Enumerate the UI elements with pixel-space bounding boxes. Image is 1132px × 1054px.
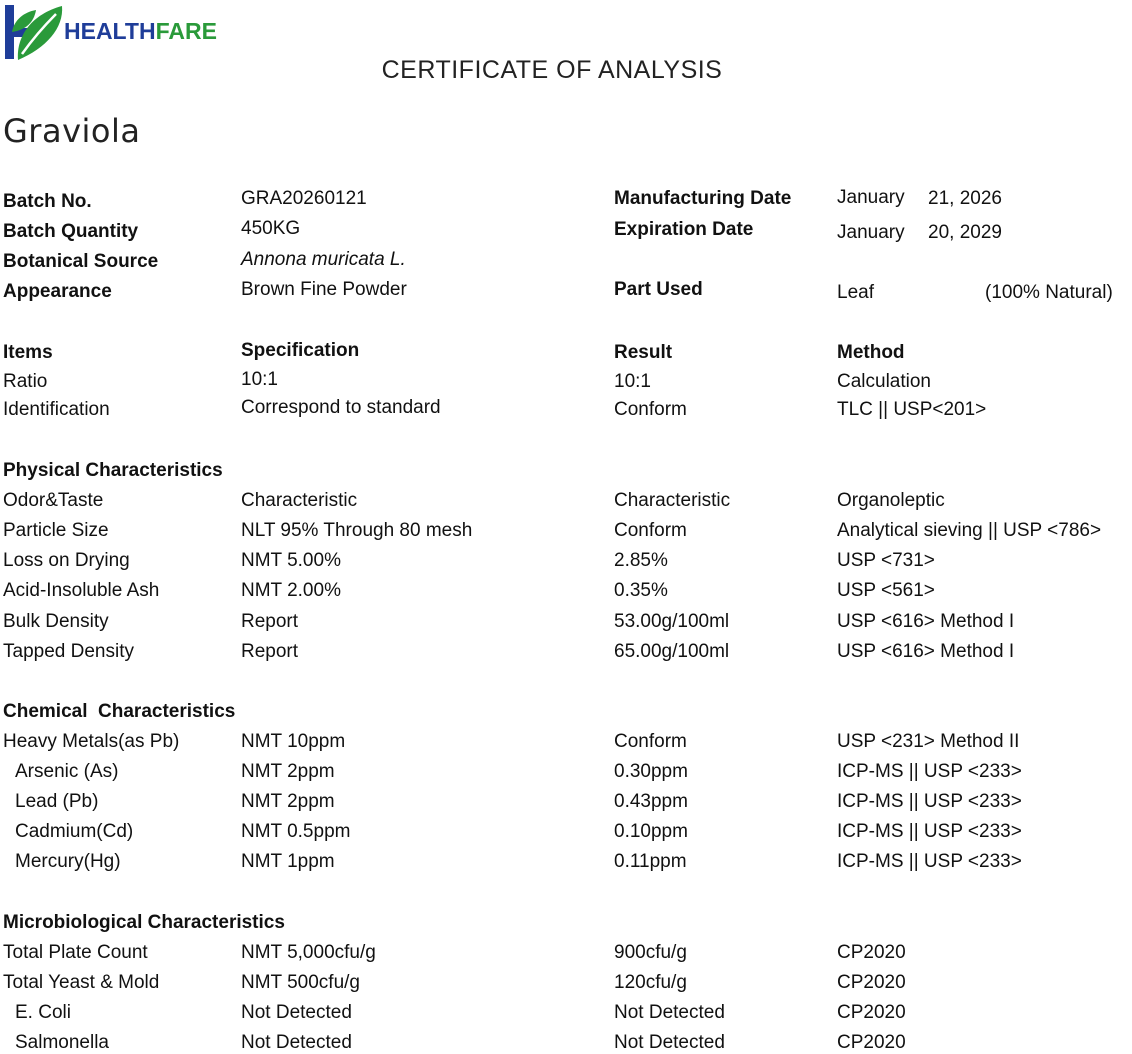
header-result: Result: [614, 342, 673, 363]
row-loss-spec: NMT 5.00%: [241, 550, 341, 571]
row-arsenic-method: ICP-MS || USP <233>: [837, 761, 1022, 782]
row-particle-result: Conform: [614, 520, 687, 541]
row-identification-spec: Correspond to standard: [241, 397, 441, 418]
row-yeast-mold-result: 120cfu/g: [614, 972, 687, 993]
healthfare-logo: [4, 2, 217, 62]
row-heavy-metals-item: Heavy Metals(as Pb): [3, 731, 180, 752]
row-arsenic-result: 0.30ppm: [614, 761, 688, 782]
row-ecoli-result: Not Detected: [614, 1002, 725, 1023]
row-yeast-mold-spec: NMT 500cfu/g: [241, 972, 360, 993]
row-yeast-mold-method: CP2020: [837, 972, 906, 993]
row-identification-item: Identification: [3, 399, 110, 420]
row-mercury-method: ICP-MS || USP <233>: [837, 851, 1022, 872]
expiration-day-year: 20, 2029: [928, 222, 1002, 243]
manufacturing-date-label: Manufacturing Date: [614, 188, 792, 209]
row-yeast-mold-item: Total Yeast & Mold: [3, 972, 160, 993]
manufacturing-month: January: [837, 187, 905, 208]
batch-no-value: GRA20260121: [241, 188, 367, 209]
batch-no-label: Batch No.: [3, 191, 92, 212]
manufacturing-day-year: 21, 2026: [928, 188, 1002, 209]
row-plate-count-item: Total Plate Count: [3, 942, 148, 963]
brand-name-part2: FARE: [155, 18, 217, 44]
row-particle-method: Analytical sieving || USP <786>: [837, 520, 1102, 541]
batch-quantity-label: Batch Quantity: [3, 221, 139, 242]
row-odor-spec: Characteristic: [241, 490, 358, 511]
row-bulk-item: Bulk Density: [3, 611, 109, 632]
brand-name-part1: HEALTH: [64, 18, 156, 44]
row-cadmium-spec: NMT 0.5ppm: [241, 821, 351, 842]
part-used-note: (100% Natural): [985, 282, 1113, 303]
batch-quantity-value: 450KG: [241, 218, 301, 239]
row-ratio-method: Calculation: [837, 371, 931, 392]
row-ash-result: 0.35%: [614, 580, 668, 601]
row-salmonella-result: Not Detected: [614, 1032, 725, 1053]
section-physical-title: Physical Characteristics: [3, 460, 223, 481]
row-heavy-metals-result: Conform: [614, 731, 687, 752]
part-used-label: Part Used: [614, 279, 703, 300]
row-cadmium-result: 0.10ppm: [614, 821, 688, 842]
row-odor-item: Odor&Taste: [3, 490, 104, 511]
row-tapped-item: Tapped Density: [3, 641, 134, 662]
row-lead-spec: NMT 2ppm: [241, 791, 335, 812]
row-identification-result: Conform: [614, 399, 687, 420]
row-plate-count-method: CP2020: [837, 942, 906, 963]
row-ratio-result: 10:1: [614, 371, 651, 392]
row-mercury-spec: NMT 1ppm: [241, 851, 335, 872]
section-micro-title: Microbiological Characteristics: [3, 912, 285, 933]
botanical-source-label: Botanical Source: [3, 251, 159, 272]
header-method: Method: [837, 342, 905, 363]
brand-name: [64, 18, 217, 45]
row-lead-item: Lead (Pb): [15, 791, 99, 812]
row-tapped-spec: Report: [241, 641, 299, 662]
row-tapped-result: 65.00g/100ml: [614, 641, 730, 662]
row-loss-result: 2.85%: [614, 550, 668, 571]
row-loss-item: Loss on Drying: [3, 550, 130, 571]
row-odor-result: Characteristic: [614, 490, 731, 511]
row-odor-method: Organoleptic: [837, 490, 945, 511]
row-tapped-method: USP <616> Method I: [837, 641, 1015, 662]
row-bulk-method: USP <616> Method I: [837, 611, 1015, 632]
row-bulk-result: 53.00g/100ml: [614, 611, 730, 632]
leaf-logo-icon: [4, 2, 66, 62]
row-plate-count-spec: NMT 5,000cfu/g: [241, 942, 376, 963]
row-lead-result: 0.43ppm: [614, 791, 688, 812]
row-cadmium-item: Cadmium(Cd): [15, 821, 134, 842]
appearance-value: Brown Fine Powder: [241, 279, 407, 300]
row-arsenic-item: Arsenic (As): [15, 761, 119, 782]
row-bulk-spec: Report: [241, 611, 299, 632]
header-specification: Specification: [241, 340, 360, 361]
row-plate-count-result: 900cfu/g: [614, 942, 687, 963]
row-salmonella-spec: Not Detected: [241, 1032, 352, 1053]
row-ecoli-method: CP2020: [837, 1002, 906, 1023]
row-identification-method: TLC || USP<201>: [837, 399, 987, 420]
appearance-label: Appearance: [3, 281, 112, 302]
section-chemical-title: Chemical Characteristics: [3, 701, 236, 722]
row-lead-method: ICP-MS || USP <233>: [837, 791, 1022, 812]
botanical-source-value: Annona muricata L.: [241, 249, 406, 270]
row-salmonella-method: CP2020: [837, 1032, 906, 1053]
row-arsenic-spec: NMT 2ppm: [241, 761, 335, 782]
document-title: CERTIFICATE OF ANALYSIS: [381, 56, 723, 84]
row-heavy-metals-spec: NMT 10ppm: [241, 731, 346, 752]
row-ash-method: USP <561>: [837, 580, 935, 601]
row-ash-item: Acid-Insoluble Ash: [3, 580, 160, 601]
part-used-value: Leaf: [837, 282, 874, 303]
row-ecoli-spec: Not Detected: [241, 1002, 352, 1023]
row-mercury-item: Mercury(Hg): [15, 851, 121, 872]
row-ratio-item: Ratio: [3, 371, 48, 392]
row-cadmium-method: ICP-MS || USP <233>: [837, 821, 1022, 842]
product-name: Graviola: [3, 112, 141, 150]
row-ratio-spec: 10:1: [241, 369, 278, 390]
row-ecoli-item: E. Coli: [15, 1002, 71, 1023]
row-particle-spec: NLT 95% Through 80 mesh: [241, 520, 473, 541]
row-salmonella-item: Salmonella: [15, 1032, 109, 1053]
expiration-date-label: Expiration Date: [614, 219, 754, 240]
header-items: Items: [3, 342, 53, 363]
row-particle-item: Particle Size: [3, 520, 109, 541]
row-heavy-metals-method: USP <231> Method II: [837, 731, 1020, 752]
row-ash-spec: NMT 2.00%: [241, 580, 341, 601]
row-mercury-result: 0.11ppm: [614, 851, 687, 872]
row-loss-method: USP <731>: [837, 550, 935, 571]
expiration-month: January: [837, 222, 905, 243]
